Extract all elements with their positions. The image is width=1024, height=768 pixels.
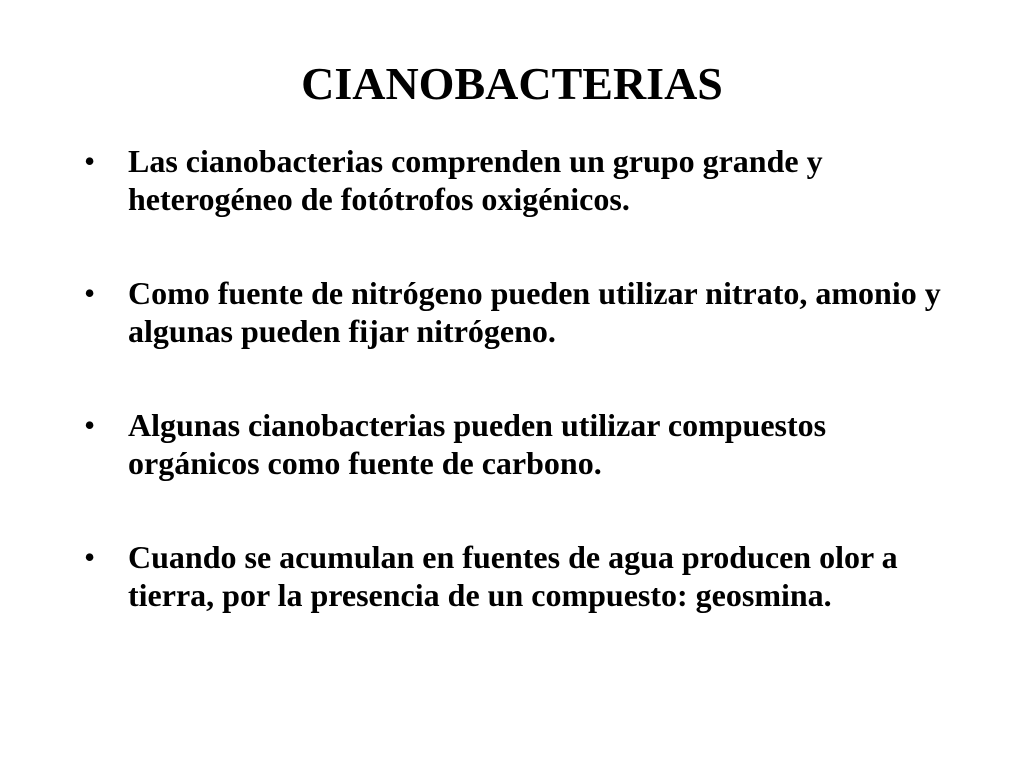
bullet-text: Las cianobacterias comprenden un grupo grande y heterogéneo de fotótrofos oxigénicos. <box>128 143 823 217</box>
bullet-item <box>82 538 962 614</box>
slide-title: CIANOBACTERIAS <box>301 58 723 109</box>
bullet-text: Como fuente de nitrógeno pueden utilizar nitrato, amonio y algunas pueden fijar nitrógeno. <box>128 275 941 349</box>
bullet-item <box>82 142 962 218</box>
bullet-dot-icon: • <box>84 407 96 443</box>
bullet-text: Cuando se acumulan en fuentes de agua producen olor a tierra, por la presencia de un compuesto: geosmina. <box>128 539 898 613</box>
bullet-dot-icon: • <box>84 275 96 311</box>
bullet-item <box>82 274 962 350</box>
bullet-dot-icon: • <box>84 143 96 179</box>
bullet-text: Algunas cianobacterias pueden utilizar compuestos orgánicos como fuente de carbono. <box>128 407 827 481</box>
bullet-dot-icon: • <box>84 539 96 575</box>
bullet-item <box>82 406 962 482</box>
bullet-list <box>82 142 962 614</box>
